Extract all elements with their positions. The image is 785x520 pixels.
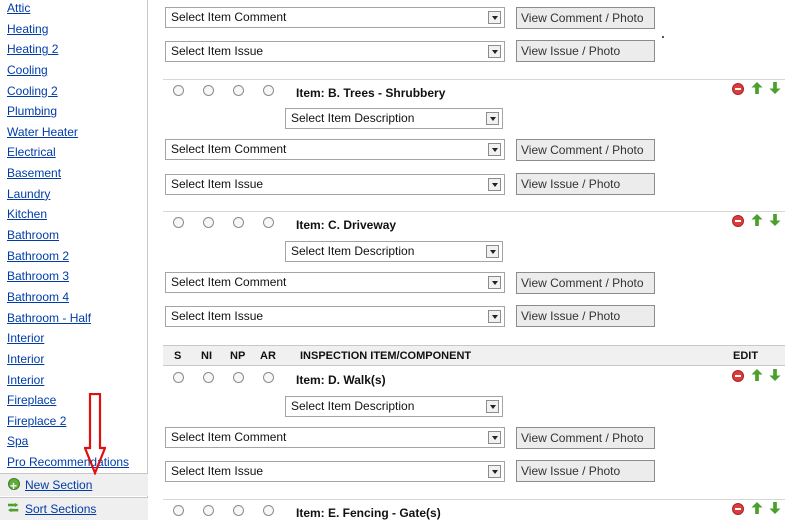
rating-radio-np[interactable] <box>233 505 244 516</box>
arrow-up-icon[interactable] <box>751 214 763 226</box>
red-arrow-annotation <box>84 393 106 475</box>
rating-radio-np[interactable] <box>233 217 244 228</box>
rating-radio-np[interactable] <box>233 85 244 96</box>
issue-select-value: Select Item Issue <box>171 464 264 478</box>
chevron-down-icon <box>488 143 501 156</box>
chevron-down-icon <box>488 276 501 289</box>
sidebar <box>0 0 148 520</box>
sort-sections-label: Sort Sections <box>25 502 97 516</box>
chevron-down-icon <box>488 178 501 191</box>
stray-dot <box>662 36 664 38</box>
sidebar-item[interactable]: Bathroom 2 <box>7 248 70 263</box>
chevron-down-icon <box>486 245 499 258</box>
sidebar-item[interactable]: Heating <box>7 21 49 36</box>
item-issue-select[interactable] <box>165 306 505 327</box>
delete-icon[interactable] <box>732 503 744 515</box>
item-comment-select[interactable] <box>165 272 505 293</box>
header-edit: EDIT <box>733 350 759 362</box>
chevron-down-icon <box>486 112 499 125</box>
arrow-down-icon[interactable] <box>769 502 781 514</box>
add-icon <box>8 478 20 490</box>
chevron-down-icon <box>488 11 501 24</box>
rating-radio-ni[interactable] <box>203 85 214 96</box>
rating-radio-ni[interactable] <box>203 372 214 383</box>
rating-radio-ar[interactable] <box>263 372 274 383</box>
divider <box>163 79 785 80</box>
arrow-up-icon[interactable] <box>751 502 763 514</box>
rating-radio-ar[interactable] <box>263 85 274 96</box>
sidebar-item[interactable]: Interior <box>7 351 45 366</box>
divider <box>163 499 785 500</box>
chevron-down-icon <box>488 45 501 58</box>
sidebar-item[interactable]: Interior <box>7 331 45 346</box>
sidebar-item[interactable]: Electrical <box>7 145 56 160</box>
view-issue-button[interactable]: View Issue / Photo <box>516 460 655 482</box>
arrow-up-icon[interactable] <box>751 82 763 94</box>
view-comment-button[interactable]: View Comment / Photo <box>516 272 655 294</box>
arrow-down-icon[interactable] <box>769 82 781 94</box>
rating-radio-ni[interactable] <box>203 505 214 516</box>
item-comment-select[interactable] <box>165 427 505 448</box>
view-comment-button[interactable]: View Comment / Photo <box>516 7 655 29</box>
header-s: S <box>174 350 182 362</box>
table-header <box>163 345 785 366</box>
arrow-up-icon[interactable] <box>751 369 763 381</box>
comment-select-value: Select Item Comment <box>171 10 287 24</box>
sidebar-item[interactable]: Heating 2 <box>7 42 59 57</box>
delete-icon[interactable] <box>732 370 744 382</box>
view-comment-button[interactable]: View Comment / Photo <box>516 139 655 161</box>
arrow-down-icon[interactable] <box>769 369 781 381</box>
description-select-value: Select Item Description <box>291 111 415 125</box>
header-ar: AR <box>260 350 276 362</box>
item-issue-select[interactable] <box>165 41 505 62</box>
sidebar-item[interactable]: Fireplace <box>7 393 57 408</box>
sidebar-item[interactable]: Bathroom - Half <box>7 310 92 325</box>
rating-radio-s[interactable] <box>173 85 184 96</box>
inspection-items <box>163 0 785 520</box>
sidebar-item[interactable]: Cooling 2 <box>7 83 58 98</box>
issue-select-value: Select Item Issue <box>171 177 264 191</box>
chevron-down-icon <box>486 400 499 413</box>
item-title: Item: B. Trees - Shrubbery <box>296 86 446 100</box>
item-title: Item: D. Walk(s) <box>296 373 386 387</box>
item-issue-select[interactable] <box>165 461 505 482</box>
sidebar-item[interactable]: Interior <box>7 372 45 387</box>
sidebar-item[interactable]: Bathroom 3 <box>7 269 70 284</box>
sidebar-item[interactable]: Laundry <box>7 186 51 201</box>
rating-radio-s[interactable] <box>173 217 184 228</box>
sidebar-item[interactable]: Bathroom <box>7 228 60 243</box>
sidebar-item[interactable]: Water Heater <box>7 124 78 139</box>
new-section-button[interactable] <box>0 473 148 496</box>
chevron-down-icon <box>488 431 501 444</box>
sort-sections-button[interactable] <box>0 497 148 520</box>
item-issue-select[interactable] <box>165 174 505 195</box>
rating-radio-s[interactable] <box>173 505 184 516</box>
sidebar-item[interactable]: Kitchen <box>7 207 48 222</box>
sidebar-item[interactable]: Cooling <box>7 62 48 77</box>
header-component: INSPECTION ITEM/COMPONENT <box>300 350 472 362</box>
sidebar-item[interactable]: Spa <box>7 434 29 449</box>
sidebar-item[interactable]: Pro Recommendations <box>7 455 130 470</box>
rating-radio-np[interactable] <box>233 372 244 383</box>
rating-radio-s[interactable] <box>173 372 184 383</box>
comment-select-value: Select Item Comment <box>171 430 287 444</box>
item-description-select[interactable] <box>285 241 503 262</box>
section-list <box>0 0 148 475</box>
chevron-down-icon <box>488 465 501 478</box>
rating-radio-ni[interactable] <box>203 217 214 228</box>
delete-icon[interactable] <box>732 215 744 227</box>
rating-radio-ar[interactable] <box>263 217 274 228</box>
description-select-value: Select Item Description <box>291 399 415 413</box>
sidebar-item[interactable]: Bathroom 4 <box>7 289 70 304</box>
sidebar-item[interactable]: Plumbing <box>7 104 58 119</box>
rating-radio-ar[interactable] <box>263 505 274 516</box>
sidebar-item[interactable]: Fireplace 2 <box>7 413 67 428</box>
item-comment-select[interactable] <box>165 139 505 160</box>
comment-select-value: Select Item Comment <box>171 275 287 289</box>
header-np: NP <box>230 350 246 362</box>
delete-icon[interactable] <box>732 83 744 95</box>
view-comment-button[interactable]: View Comment / Photo <box>516 427 655 449</box>
issue-select-value: Select Item Issue <box>171 44 264 58</box>
sidebar-item[interactable]: Attic <box>7 1 31 15</box>
view-issue-button[interactable]: View Issue / Photo <box>516 40 655 62</box>
comment-select-value: Select Item Comment <box>171 142 287 156</box>
item-comment-select[interactable] <box>165 7 505 28</box>
divider <box>163 211 785 212</box>
sidebar-item[interactable]: Basement <box>7 166 62 181</box>
header-ni: NI <box>201 350 212 362</box>
view-issue-button[interactable]: View Issue / Photo <box>516 173 655 195</box>
sort-icon <box>8 502 20 514</box>
issue-select-value: Select Item Issue <box>171 309 264 323</box>
item-description-select[interactable] <box>285 396 503 417</box>
chevron-down-icon <box>488 310 501 323</box>
description-select-value: Select Item Description <box>291 244 415 258</box>
new-section-label: New Section <box>25 478 93 492</box>
item-title: Item: C. Driveway <box>296 218 397 232</box>
arrow-down-icon[interactable] <box>769 214 781 226</box>
view-issue-button[interactable]: View Issue / Photo <box>516 305 655 327</box>
item-description-select[interactable] <box>285 108 503 129</box>
item-title: Item: E. Fencing - Gate(s) <box>296 506 441 520</box>
